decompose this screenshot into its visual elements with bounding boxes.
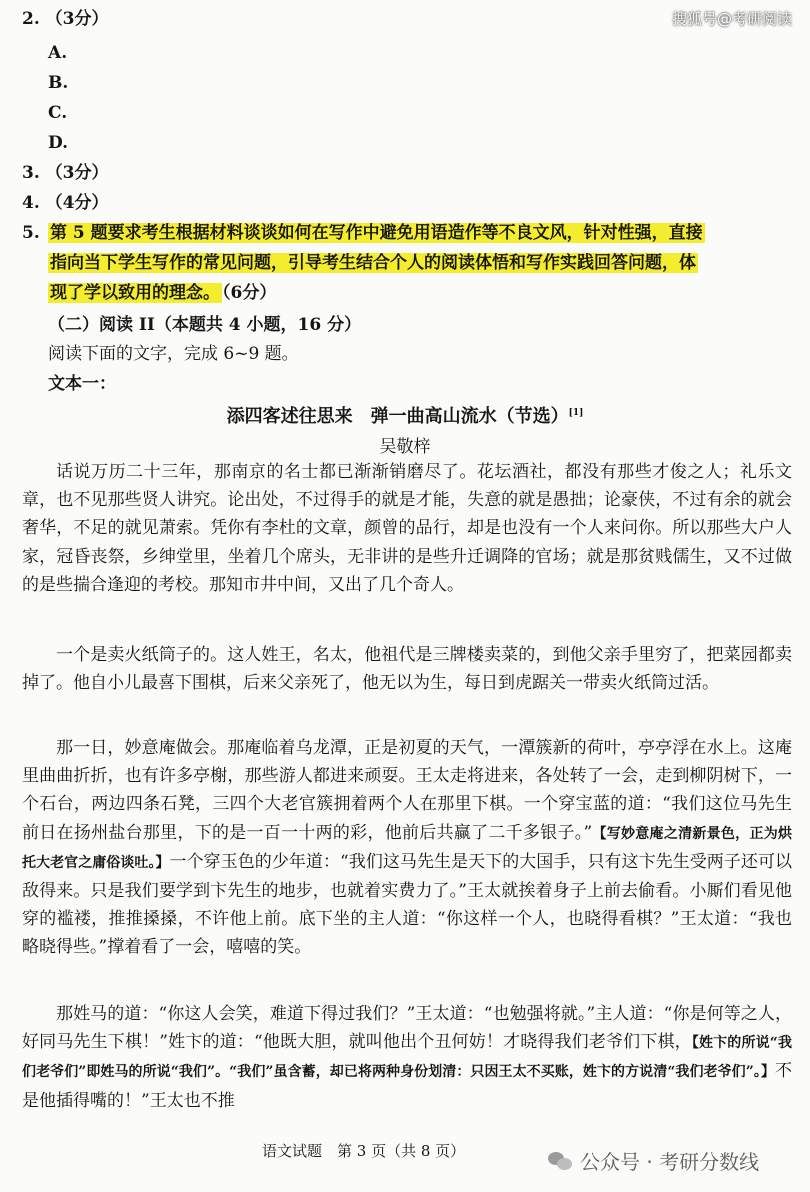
option-b: B. [48, 73, 69, 93]
question-3: 3. （3分） [22, 163, 109, 183]
section-heading: （二）阅读 II（本题共 4 小题，16 分） [48, 315, 362, 335]
question-5-line-3: 现了学以致用的理念。 （6分） [50, 283, 277, 303]
paragraph-2: 一个是卖火纸筒子的。这人姓王，名太，他祖代是三牌楼卖菜的，到他父亲手里穷了，把菜园都卖掉了。他自小儿最喜下围棋，后来父亲死了，他无以为生，每日到虎踞关一带卖火纸筒过活。 [22, 645, 792, 694]
paragraph-3-continued: 一个穿玉色的少年道：“我们这马先生是天下的大国手，只有这卞先生受两子还可以敌得来。只是我们要学到卞先生的地步，也就着实费力了。”王太就挨着身子上前去偷看。小厮们看见他穿的褴褛，推推搡搡，不许他上前。底下坐的主人道：“你这样一个人，也晓得看棋？”王太道：“我也略晓得些。”撑着看了一会，嘻嘻的笑。 [22, 851, 792, 958]
watermark-bottom: 公众号 · 考研分数线 [548, 1146, 759, 1175]
passage-author: 吴敬梓 [379, 437, 431, 457]
question-5-number: 5. [22, 223, 40, 243]
paragraph-3: 那一日，妙意庵做会。那庵临着乌龙潭，正是初夏的天气，一潭簇新的荷叶，亭亭浮在水上。这庵里曲曲折折，也有许多亭榭，那些游人都进来顽耍。王太走将进来，各处转了一会，走到柳阴树下，一个石台，两边四条石凳，三四个大老官簇拥着两个人在那里下棋。一个穿宝蓝的道：“我们这位马先生前日在扬州盐台那里，下的是一百一十两的彩，他前后共赢了二千多银子。”【写妙意庵之清新景色，正为烘托大老官之庸俗谈吐。】一个穿玉色的少年道：“我们这马先生是天下的大国手，只有这卞先生受两子还可以敌得来。只是我们要学到卞先生的地步，也就着实费力了。”王太就挨着身子上前去偷看。小厮们看见他穿的褴褛，推推搡搡，不许他上前。底下坐的主人道：“你这样一个人，也晓得看棋？”王太道：“我也略晓得些。”撑着看了一会，嘻嘻的笑。 [22, 738, 792, 958]
watermark-top: 搜狐号@考研阅读 [671, 10, 792, 28]
page-footer: 语文试题 第 3 页（共 8 页） [262, 1142, 466, 1160]
question-5-line-2: 指向当下学生写作的常见问题，引导考生结合个人的阅读体悟和写作实践回答问题，体 [50, 253, 696, 273]
annotation-1: 【写妙意庵之清新景色，正为烘托大老官之庸俗谈吐。】 [22, 825, 792, 871]
question-4: 4. （4分） [22, 193, 109, 213]
question-5-line-1: 第 5 题要求考生根据材料谈谈如何在写作中避免用语造作等不良文风，针对性强，直接 [50, 223, 703, 243]
question-2: 2. （3分） [22, 9, 109, 29]
option-a: A. [48, 43, 68, 63]
text-label: 文本一： [48, 374, 116, 394]
annotation-2: 【姓卞的所说“我们老爷们”即姓马的所说“我们”。“我们”虽含蓄，却已将两种身份划清：只因王太不买账，姓卞的方说清“我们老爷们”。】 [22, 1035, 792, 1081]
paragraph-1: 话说万历二十三年，那南京的名士都已渐渐销磨尽了。花坛酒社，都没有那些才俊之人；礼乐文章，也不见那些贤人讲究。论出处，不过得手的就是才能，失意的就是愚拙；论豪侠，不过有余的就会奢华，不足的就见萧索。凭你有李杜的文章，颜曾的品行，却是也没有一个人来问你。所以那些大户人家，冠昏丧祭，乡绅堂里，坐着几个席头，无非讲的是些升迁调降的官场；就是那贫贱儒生，又不过做的是些揣合逢迎的考校。那知市井中间，又出了几个奇人。 [22, 462, 792, 595]
option-d: D. [48, 133, 69, 153]
wechat-icon [548, 1150, 574, 1172]
option-c: C. [48, 103, 68, 123]
paragraph-4: 那姓马的道：“你这人会笑，难道下得过我们？”王太道：“也勉强将就。”主人道：“你是何等之人，好同马先生下棋！”姓卞的道：“他既大胆，就叫他出个丑何妨！才晓得我们老爷们下棋，【姓卞的所说“我们老爷们”即姓马的所说“我们”。“我们”虽含蓄，却已将两种身份划清：只因王太不买账，姓卞的方说清“我们老爷们”。】不是他插得嘴的！”王太也不推 [22, 1004, 792, 1111]
passage-title: 添四客述往思来 弹一曲高山流水（节选）[1] [226, 406, 584, 427]
instruction: 阅读下面的文字，完成 6~9 题。 [48, 344, 299, 364]
